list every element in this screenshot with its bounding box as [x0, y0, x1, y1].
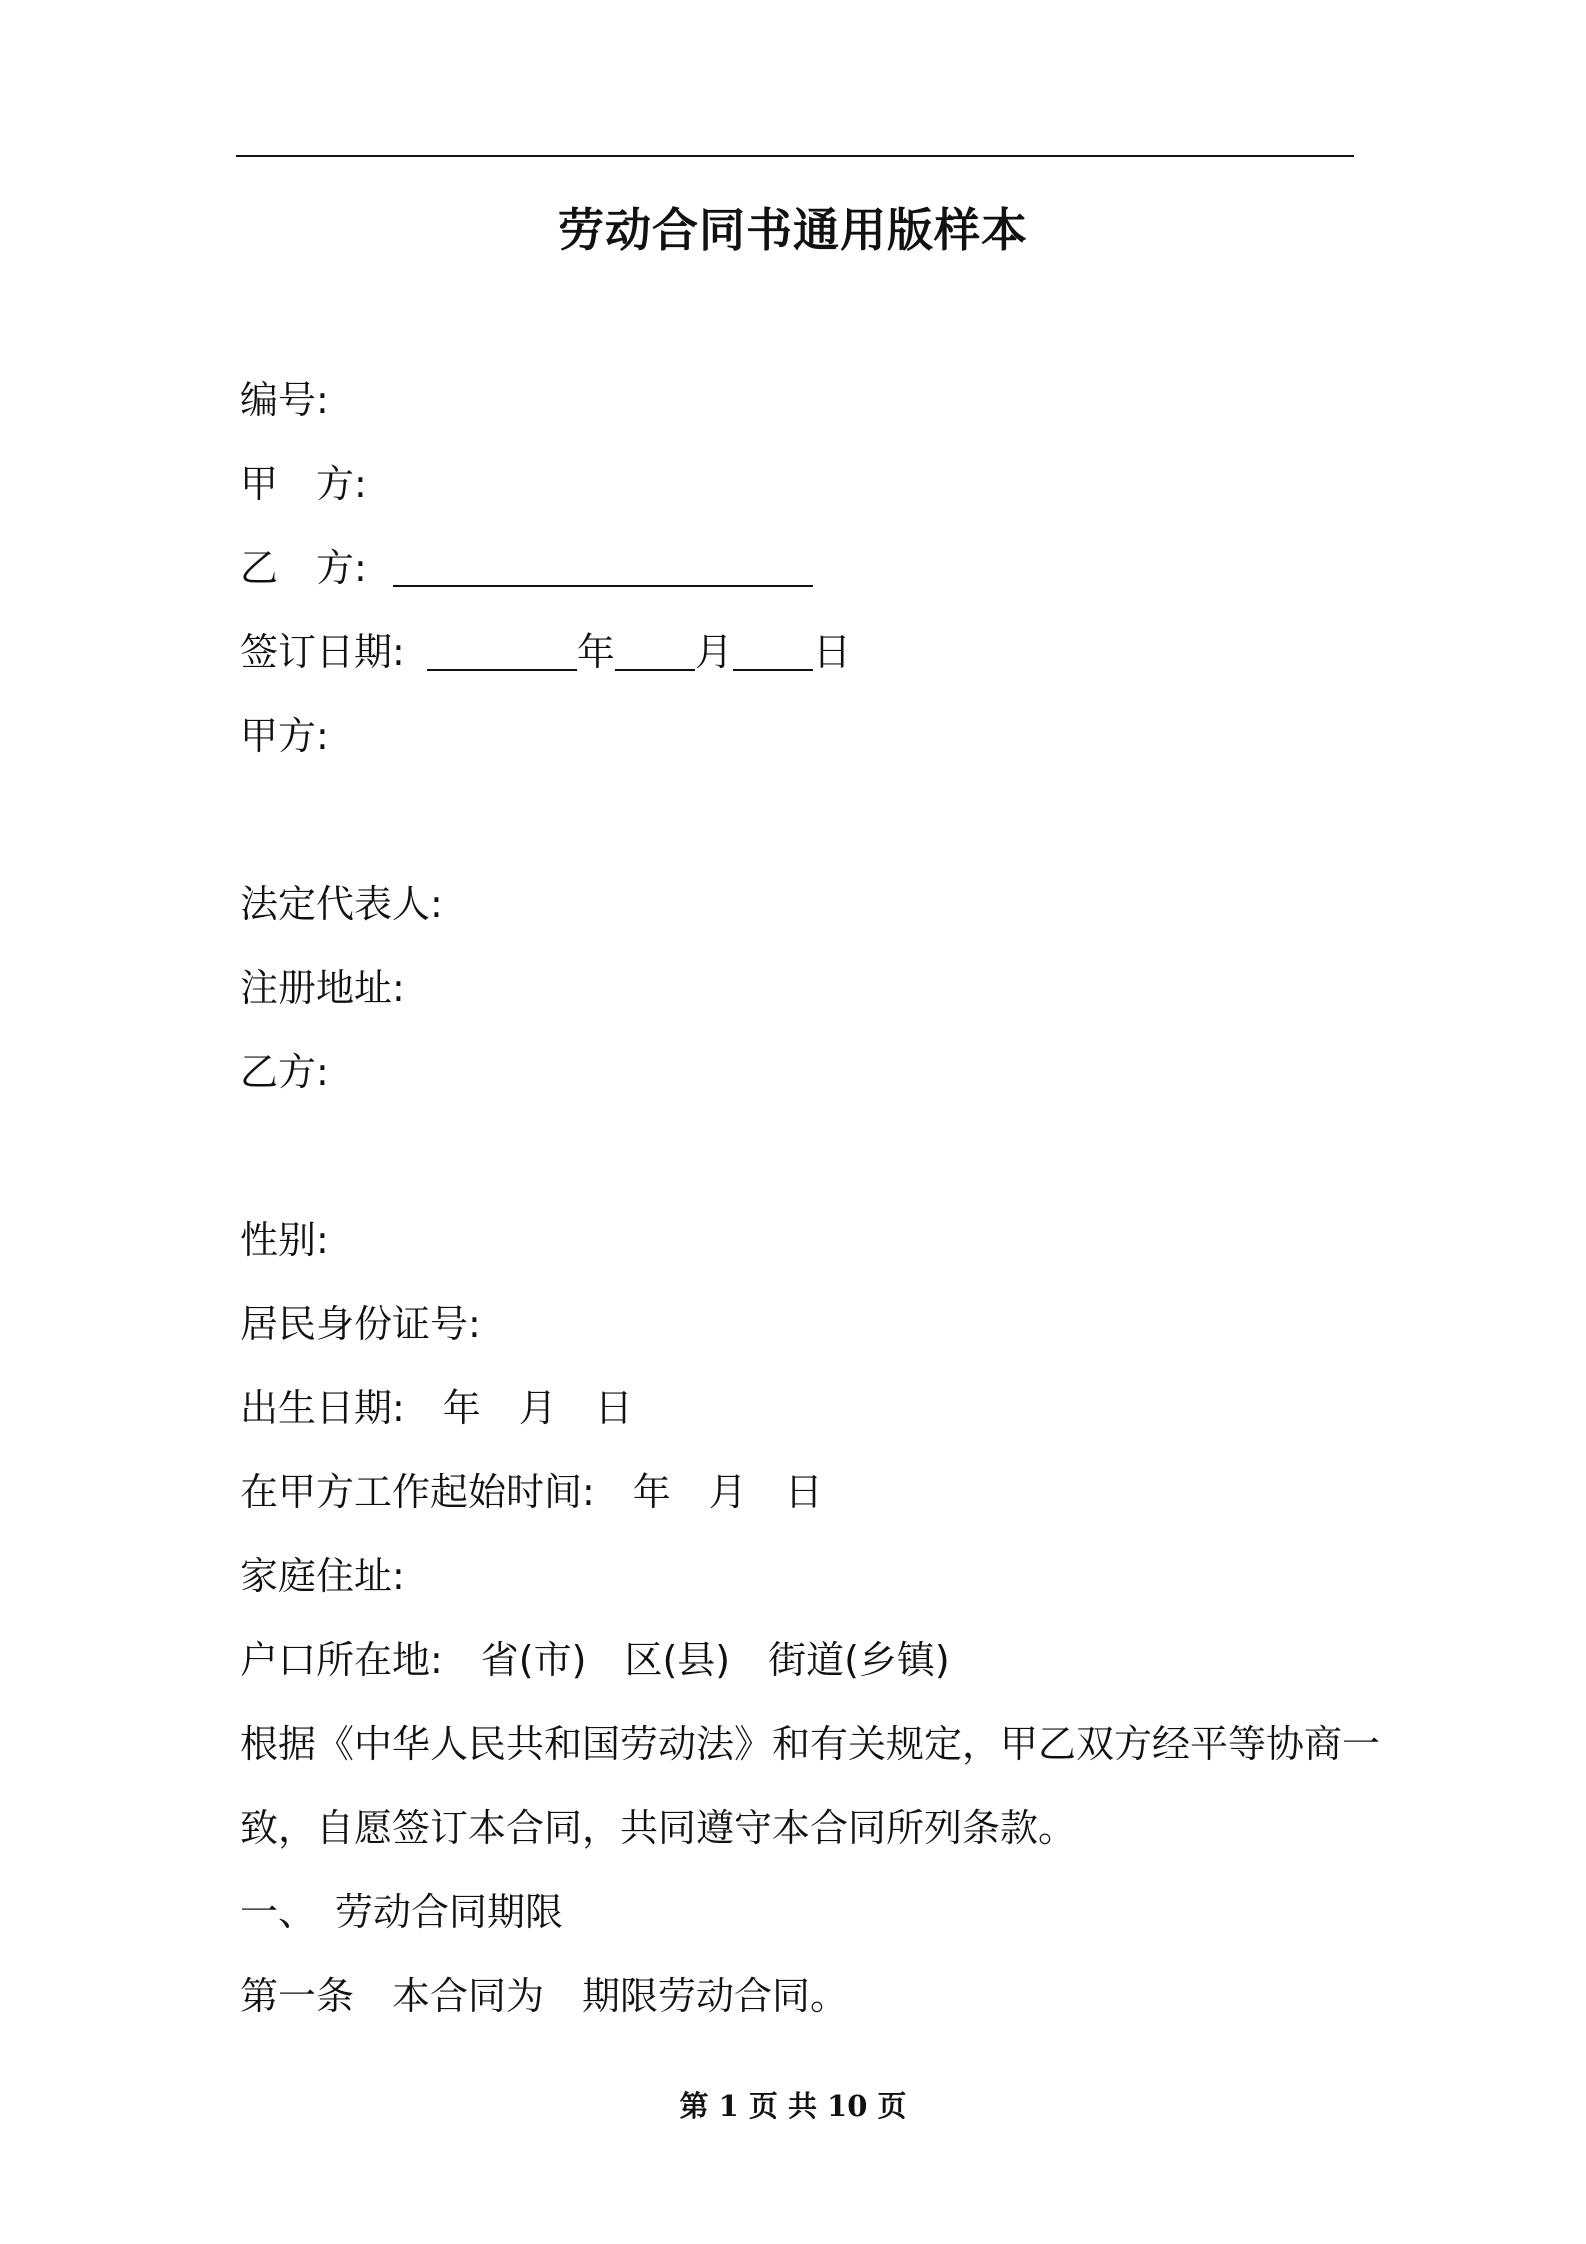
field-reg-address: 注册地址: — [240, 966, 405, 1010]
sign-day-label: 日 — [812, 630, 851, 674]
field-home-address: 家庭住址: — [240, 1554, 405, 1598]
field-hukou: 户口所在地: 省(市) 区(县) 街道(乡镇) — [240, 1638, 950, 1682]
paragraph-line: 根据《中华人民共和国劳动法》和有关规定，甲乙双方经平等协商一 — [240, 1722, 1381, 1766]
field-id-number: 居民身份证号: — [240, 1302, 481, 1346]
sign-month-blank[interactable] — [615, 633, 695, 671]
sign-month-label: 月 — [694, 630, 733, 674]
field-start-time: 在甲方工作起始时间: 年 月 日 — [240, 1470, 823, 1514]
header-rule — [236, 155, 1354, 157]
field-number: 编号: — [240, 378, 329, 422]
sign-year-blank[interactable] — [427, 633, 577, 671]
article-text: 第一条 本合同为 期限劳动合同。 — [240, 1974, 849, 2018]
section-heading: 一、 劳动合同期限 — [240, 1890, 564, 1934]
party-b-blank[interactable] — [393, 549, 813, 587]
paragraph-line: 致，自愿签订本合同，共同遵守本合同所列条款。 — [240, 1806, 1077, 1850]
document-title: 劳动合同书通用版样本 — [558, 203, 1028, 257]
field-birth-date: 出生日期: 年 月 日 — [240, 1386, 633, 1430]
field-party-b-label: 乙 方: — [240, 546, 367, 590]
sign-date-label: 签订日期: — [240, 630, 405, 674]
field-sign-date-row — [240, 627, 851, 677]
field-party-b-row — [240, 543, 813, 593]
page-footer: 第 1 页 共 10 页 — [679, 2089, 907, 2123]
sign-day-blank[interactable] — [733, 633, 813, 671]
field-party-a: 甲 方: — [240, 462, 367, 506]
field-legal-rep: 法定代表人: — [240, 882, 443, 926]
party-a-section: 甲方: — [240, 714, 329, 758]
sign-year-label: 年 — [576, 630, 615, 674]
field-gender: 性别: — [240, 1218, 329, 1262]
party-b-section: 乙方: — [240, 1050, 329, 1094]
